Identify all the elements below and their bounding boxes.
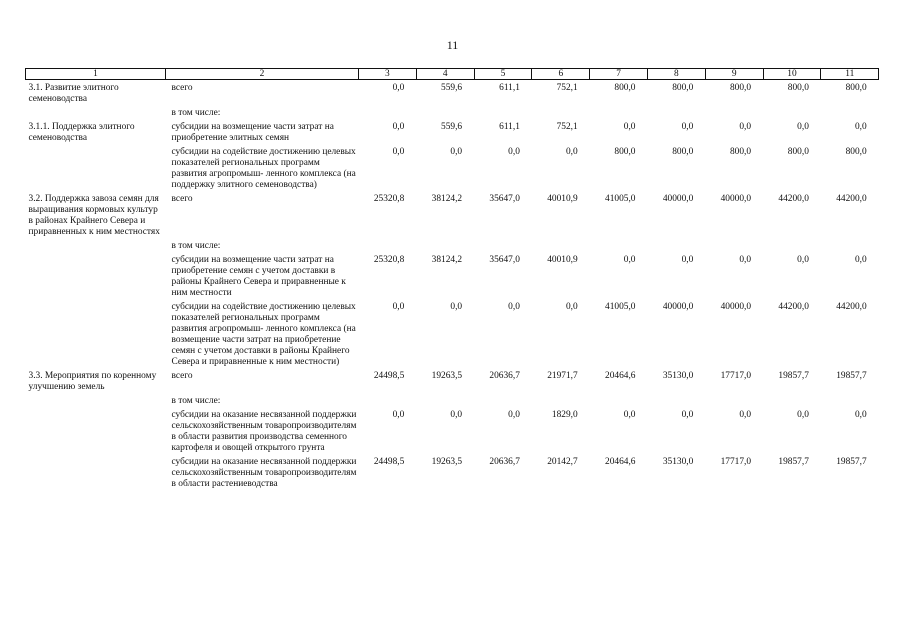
value-cell: 17717,0 bbox=[720, 457, 752, 467]
value-cell: 35647,0 bbox=[489, 194, 520, 204]
indicator-cell: 3.2. Поддержка завоза семян для выращивания кормовых культур в районах Крайнего Севера и приравненных к ним местностях bbox=[28, 194, 160, 237]
table-row bbox=[26, 368, 879, 393]
indicator-cell bbox=[26, 144, 166, 191]
value-cell: 19857,7 bbox=[836, 457, 867, 467]
indicator-cell bbox=[26, 407, 166, 454]
table-row bbox=[26, 407, 879, 454]
col-header: 2 bbox=[166, 69, 359, 80]
value-cell: 40010,9 bbox=[547, 255, 578, 265]
value-cell: 559,6 bbox=[441, 83, 463, 93]
value-cell: 752,1 bbox=[556, 122, 578, 132]
value-cell: 0,0 bbox=[565, 147, 578, 157]
table-row bbox=[26, 80, 879, 106]
value-cell bbox=[474, 105, 532, 119]
value-cell: 41005,0 bbox=[605, 302, 636, 312]
value-cell bbox=[532, 238, 590, 252]
value-cell: 0,0 bbox=[392, 122, 405, 132]
col-header: 4 bbox=[416, 69, 474, 80]
indicator-cell: 3.3. Мероприятия по коренному улучшению земель bbox=[28, 371, 157, 392]
value-cell: 20636,7 bbox=[489, 371, 520, 381]
value-cell bbox=[763, 393, 821, 407]
description-cell: всего bbox=[171, 194, 193, 204]
value-cell: 611,1 bbox=[499, 122, 520, 132]
indicator-cell bbox=[26, 393, 166, 407]
description-cell: всего bbox=[171, 371, 193, 381]
value-cell: 38124,2 bbox=[431, 194, 463, 204]
value-cell bbox=[763, 105, 821, 119]
value-cell: 19857,7 bbox=[778, 457, 809, 467]
value-cell: 0,0 bbox=[854, 410, 867, 420]
value-cell: 38124,2 bbox=[431, 255, 463, 265]
value-cell: 21971,7 bbox=[547, 371, 578, 381]
col-header: 10 bbox=[763, 69, 821, 80]
indicator-cell bbox=[26, 238, 166, 252]
description-cell: всего bbox=[171, 83, 193, 93]
table-row bbox=[26, 144, 879, 191]
col-header: 9 bbox=[705, 69, 763, 80]
description-cell: субсидии на содействие достижению целевых показателей региональных программ развития агропромыш- ленного комплекса (на возмещение части затрат на приобретение семян с учетом доставки в районы Крайнего Севера и приравненные к ним местности) bbox=[171, 302, 356, 367]
value-cell: 17717,0 bbox=[720, 371, 752, 381]
value-cell: 0,0 bbox=[797, 410, 809, 420]
value-cell: 559,6 bbox=[441, 122, 463, 132]
table-row bbox=[26, 119, 879, 144]
value-cell: 0,0 bbox=[450, 302, 463, 312]
value-cell: 0,0 bbox=[450, 147, 463, 157]
value-cell: 800,0 bbox=[845, 83, 867, 93]
value-cell: 44200,0 bbox=[836, 302, 867, 312]
value-cell bbox=[821, 105, 879, 119]
value-cell: 40000,0 bbox=[662, 302, 694, 312]
table-row bbox=[26, 299, 879, 368]
value-cell: 0,0 bbox=[392, 302, 405, 312]
value-cell: 20464,6 bbox=[605, 371, 636, 381]
value-cell bbox=[705, 393, 763, 407]
indicator-cell: 3.1.1. Поддержка элитного семеноводства bbox=[28, 122, 135, 143]
value-cell: 0,0 bbox=[681, 122, 694, 132]
value-cell: 800,0 bbox=[729, 147, 752, 157]
table-row bbox=[26, 238, 879, 252]
value-cell bbox=[590, 105, 648, 119]
value-cell: 0,0 bbox=[854, 255, 867, 265]
value-cell bbox=[359, 393, 417, 407]
value-cell: 41005,0 bbox=[605, 194, 636, 204]
value-cell: 800,0 bbox=[729, 83, 752, 93]
value-cell: 800,0 bbox=[672, 147, 694, 157]
value-cell: 20464,6 bbox=[605, 457, 636, 467]
description-cell: в том числе: bbox=[171, 108, 221, 118]
indicator-cell bbox=[26, 299, 166, 368]
value-cell: 800,0 bbox=[787, 147, 809, 157]
value-cell: 611,1 bbox=[499, 83, 520, 93]
table-row bbox=[26, 191, 879, 238]
value-cell bbox=[763, 238, 821, 252]
col-header: 11 bbox=[821, 69, 879, 80]
value-cell: 0,0 bbox=[565, 302, 578, 312]
indicator-cell bbox=[26, 454, 166, 490]
description-cell: субсидии на содействие достижению целевых показателей региональных программ развития агропромыш- ленного комплекса (на поддержку элитного семеноводства) bbox=[171, 147, 356, 190]
value-cell: 0,0 bbox=[508, 147, 520, 157]
value-cell: 35647,0 bbox=[489, 255, 520, 265]
value-cell: 19857,7 bbox=[778, 371, 809, 381]
value-cell bbox=[474, 393, 532, 407]
value-cell: 752,1 bbox=[556, 83, 578, 93]
value-cell: 40000,0 bbox=[720, 194, 752, 204]
value-cell: 35130,0 bbox=[662, 371, 694, 381]
value-cell bbox=[532, 393, 590, 407]
value-cell bbox=[647, 238, 705, 252]
value-cell: 0,0 bbox=[739, 122, 752, 132]
value-cell bbox=[416, 238, 474, 252]
table-body bbox=[26, 80, 879, 491]
value-cell: 25320,8 bbox=[373, 194, 405, 204]
value-cell: 20142,7 bbox=[547, 457, 578, 467]
value-cell bbox=[705, 105, 763, 119]
value-cell: 1829,0 bbox=[551, 410, 578, 420]
value-cell: 24498,5 bbox=[373, 457, 405, 467]
col-header: 8 bbox=[647, 69, 705, 80]
value-cell: 800,0 bbox=[787, 83, 809, 93]
value-cell: 0,0 bbox=[508, 410, 520, 420]
value-cell: 800,0 bbox=[614, 147, 636, 157]
value-cell: 35130,0 bbox=[662, 457, 694, 467]
value-cell: 0,0 bbox=[797, 122, 809, 132]
table-row bbox=[26, 105, 879, 119]
value-cell: 0,0 bbox=[854, 122, 867, 132]
col-header: 6 bbox=[532, 69, 590, 80]
value-cell bbox=[647, 393, 705, 407]
value-cell: 44200,0 bbox=[778, 194, 809, 204]
value-cell: 0,0 bbox=[508, 302, 520, 312]
value-cell: 40000,0 bbox=[720, 302, 752, 312]
value-cell bbox=[416, 105, 474, 119]
value-cell bbox=[359, 105, 417, 119]
value-cell: 0,0 bbox=[392, 147, 405, 157]
value-cell: 44200,0 bbox=[778, 302, 809, 312]
value-cell bbox=[647, 105, 705, 119]
value-cell: 0,0 bbox=[623, 410, 636, 420]
value-cell: 0,0 bbox=[739, 410, 752, 420]
description-cell: субсидии на оказание несвязанной поддержки сельскохозяйственным товаропроизводителям в области развития производства семенного картофеля и овощей открытого грунта bbox=[171, 410, 357, 453]
value-cell: 800,0 bbox=[614, 83, 636, 93]
description-cell: в том числе: bbox=[171, 396, 221, 406]
value-cell bbox=[821, 393, 879, 407]
header-row bbox=[26, 69, 879, 80]
col-header: 1 bbox=[26, 69, 166, 80]
description-cell: субсидии на возмещение части затрат на приобретение элитных семян bbox=[171, 122, 334, 143]
table-row bbox=[26, 454, 879, 490]
value-cell bbox=[359, 238, 417, 252]
value-cell bbox=[590, 238, 648, 252]
value-cell bbox=[416, 393, 474, 407]
value-cell: 800,0 bbox=[672, 83, 694, 93]
indicator-cell bbox=[26, 252, 166, 299]
col-header: 7 bbox=[590, 69, 648, 80]
value-cell: 0,0 bbox=[623, 255, 636, 265]
table-row bbox=[26, 252, 879, 299]
value-cell bbox=[821, 238, 879, 252]
value-cell bbox=[590, 393, 648, 407]
value-cell: 0,0 bbox=[623, 122, 636, 132]
value-cell bbox=[474, 238, 532, 252]
description-cell: субсидии на возмещение части затрат на приобретение семян с учетом доставки в районы Крайнего Севера и приравненные к ним местности bbox=[171, 255, 346, 298]
col-header: 3 bbox=[359, 69, 417, 80]
indicator-cell: 3.1. Развитие элитного семеноводства bbox=[28, 83, 119, 104]
col-header: 5 bbox=[474, 69, 532, 80]
value-cell bbox=[532, 105, 590, 119]
value-cell: 0,0 bbox=[681, 255, 694, 265]
value-cell: 0,0 bbox=[392, 410, 405, 420]
description-cell: в том числе: bbox=[171, 241, 221, 251]
table-row bbox=[26, 393, 879, 407]
value-cell: 0,0 bbox=[450, 410, 463, 420]
value-cell: 44200,0 bbox=[836, 194, 867, 204]
indicator-cell bbox=[26, 105, 166, 119]
value-cell: 20636,7 bbox=[489, 457, 520, 467]
value-cell bbox=[705, 238, 763, 252]
page-number: 11 bbox=[446, 38, 459, 52]
value-cell: 800,0 bbox=[845, 147, 867, 157]
value-cell: 19857,7 bbox=[836, 371, 867, 381]
value-cell: 0,0 bbox=[392, 83, 405, 93]
value-cell: 40000,0 bbox=[662, 194, 694, 204]
value-cell: 40010,9 bbox=[547, 194, 578, 204]
value-cell: 0,0 bbox=[797, 255, 809, 265]
value-cell: 25320,8 bbox=[373, 255, 405, 265]
value-cell: 0,0 bbox=[739, 255, 752, 265]
description-cell: субсидии на оказание несвязанной поддержки сельскохозяйственным товаропроизводителям в области растениеводства bbox=[171, 457, 357, 489]
budget-table bbox=[25, 68, 879, 490]
value-cell: 19263,5 bbox=[431, 457, 463, 467]
value-cell: 24498,5 bbox=[373, 371, 405, 381]
value-cell: 19263,5 bbox=[431, 371, 463, 381]
value-cell: 0,0 bbox=[681, 410, 694, 420]
